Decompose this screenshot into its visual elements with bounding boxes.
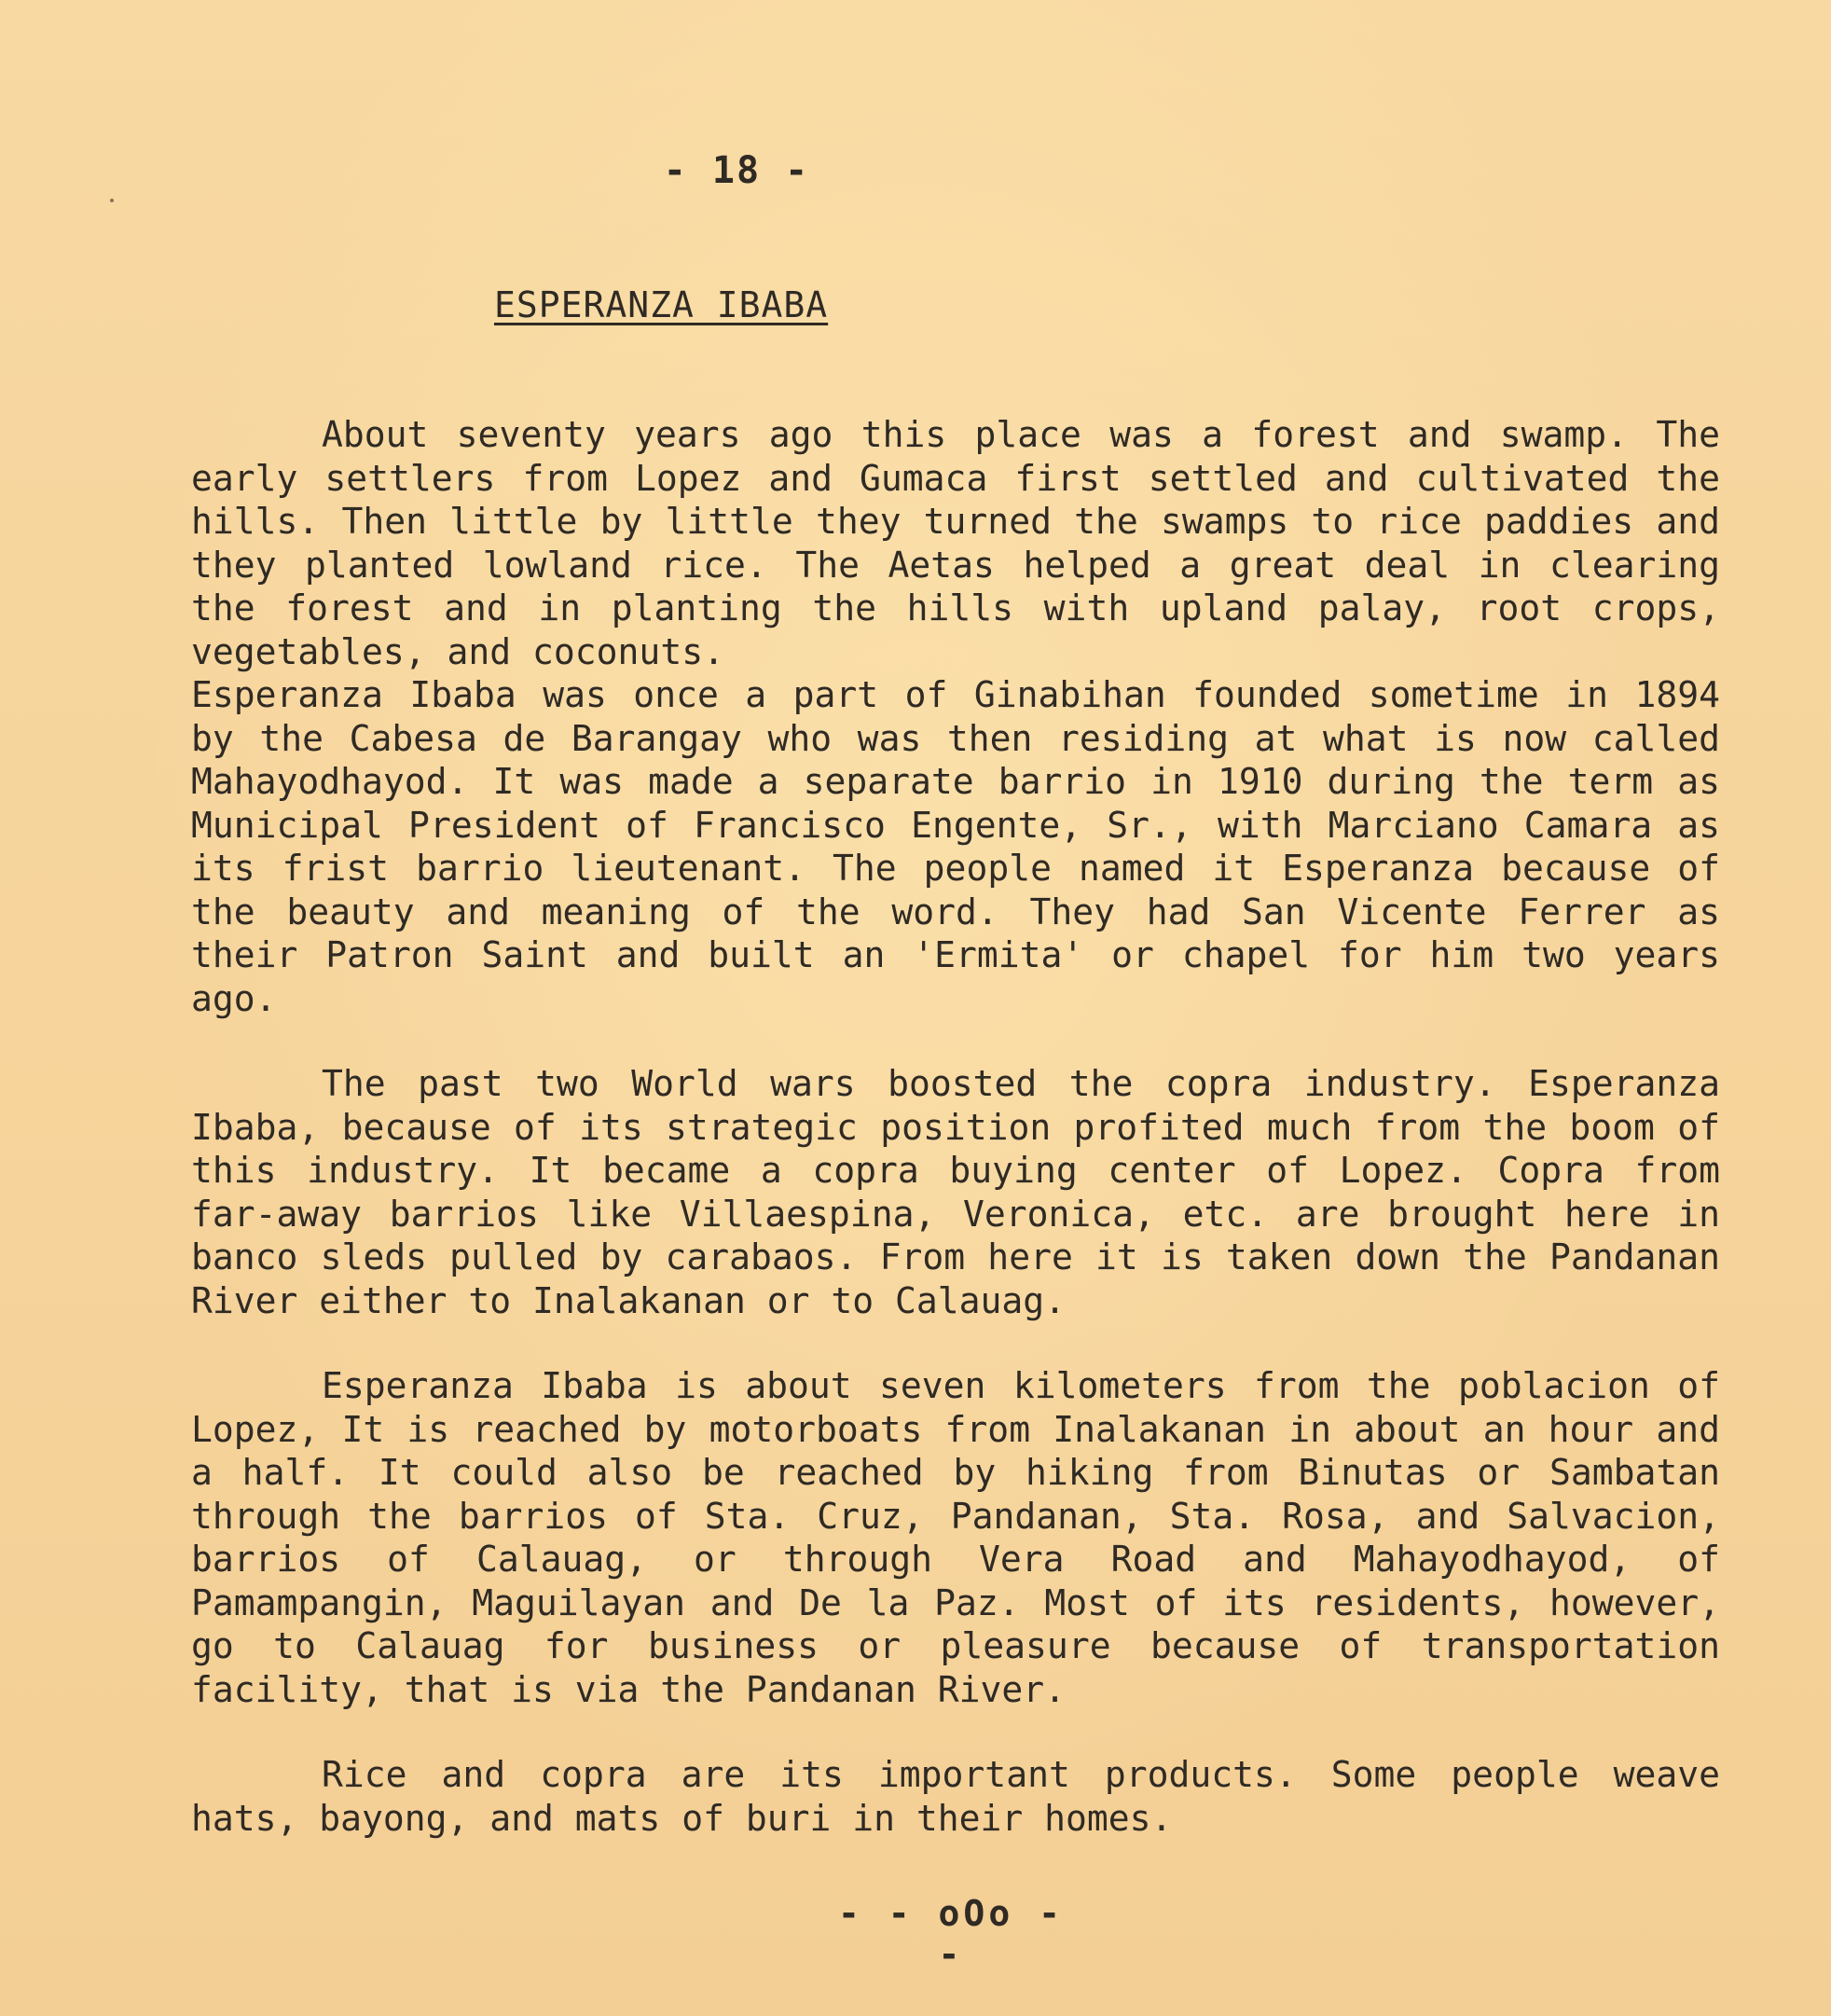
- page-number: - 18 -: [663, 149, 810, 192]
- paragraph-gap: [191, 1020, 1720, 1062]
- paragraph-founding: Esperanza Ibaba was once a part of Ginabihan founded sometime in 1894 by the Cabesa de Barangay who was then residing at what is now called Mahayodhayod. It was made a separate barrio in 1910 during the term as Municipal President of Francisco Engente, Sr., with Marciano Camara as its frist barrio lieutenant. The people named it Esperanza because of the beauty and meaning of the word. They had San Vicente Ferrer as their Patron Saint and built an 'Ermita' or chapel for him two years ago.: [191, 674, 1720, 1019]
- end-mark: - - oOo - -: [838, 1893, 1064, 1975]
- paragraph-products: Rice and copra are its important products. Some people weave hats, bayong, and mats of buri in their homes.: [191, 1754, 1720, 1839]
- document-body: [191, 413, 1720, 1840]
- paragraph-copra-industry: The past two World wars boosted the copra industry. Esperanza Ibaba, because of its strategic position profited much from the boom of this industry. It became a copra buying center of Lopez. Copra from far-away barrios like Villaespina, Veronica, etc. are brought here in banco sleds pulled by carabaos. From here it is taken down the Pandanan River either to Inalakanan or to Calauag.: [191, 1063, 1720, 1321]
- paragraph-location: Esperanza Ibaba is about seven kilometers from the poblacion of Lopez, It is reached by motorboats from Inalakanan in about an hour and a half. It could also be reached by hiking from Binutas or Sambatan through the barrios of Sta. Cruz, Pandanan, Sta. Rosa, and Salvacion, barrios of Calauag, or through Vera Road and Mahayodhayod, of Pamampangin, Maguilayan and De la Paz. Most of its residents, however, go to Calauag for business or pleasure because of transportation facility, that is via the Pandanan River.: [191, 1365, 1720, 1710]
- paper-speck: [110, 199, 114, 202]
- paragraph-history: About seventy years ago this place was a forest and swamp. The early settlers from Lopez and Gumaca first settled and cultivated the hills. Then little by little they turned the swamps to rice paddies and they planted lowland rice. The Aetas helped a great deal in clearing the forest and in planting the hills with upland palay, root crops, vegetables, and coconuts.: [191, 414, 1720, 672]
- paragraph-gap: [191, 1711, 1720, 1753]
- paragraph-gap: [191, 1322, 1720, 1364]
- document-title: ESPERANZA IBABA: [494, 284, 829, 325]
